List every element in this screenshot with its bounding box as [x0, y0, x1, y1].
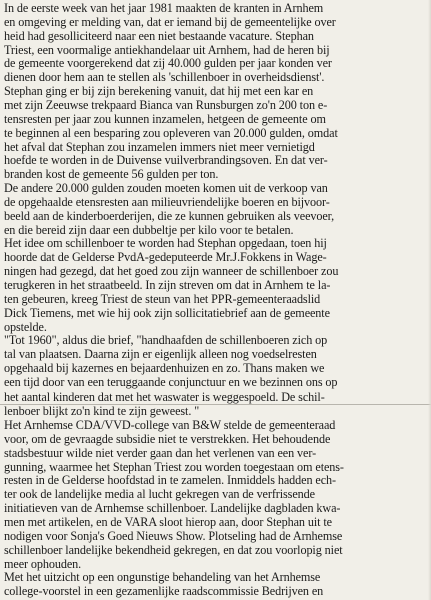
article-line: dienen door hem aan te stellen als 'schillenboer in overheidsdienst'.: [4, 70, 325, 85]
article-line: hoefde te worden in de Duivense vuilverbrandingsoven. En dat ver-: [4, 153, 328, 168]
article-line: en omgeving er melding van, dat er iemand bij de gemeentelijke over: [4, 14, 336, 29]
article-line: gunning, waarmee het Stephan Triest zou worden toegestaan om etens-: [4, 459, 344, 474]
article-line: de opgehaalde etensresten aan milieuvriendelijke boeren en bijvoor-: [4, 194, 330, 209]
article-line: college-voorstel in een gezamenlijke raadscommissie Bedrijven en: [4, 584, 324, 599]
article-line: opstelde.: [4, 319, 47, 334]
article-line: Het Arnhemse CDA/VVD-college van B&W stelde de gemeenteraad: [4, 418, 336, 432]
article-line: het aantal kinderen dat met het waswater is weggespoeld. De schil-: [4, 390, 325, 405]
article-line: en die bereid zijn daar een dubbeltje per kilo voor te betalen.: [4, 222, 294, 237]
article-line: In de eerste week van het jaar 1981 maakten de kranten in Arnhem: [4, 1, 324, 15]
article-line: de gemeente voorgerekend dat zij 40.000 gulden per jaar konden ver: [4, 56, 332, 71]
article-line: opgehaald bij kazernes en bejaardenhuizen en zo. Thans maken we: [4, 361, 325, 376]
article-line: lenboer blijkt zo'n kind te zijn geweest. ": [4, 404, 200, 419]
article-line: "Tot 1960", aldus die brief, "handhaafden de schillenboeren zich op: [4, 333, 328, 348]
article-line: men met artikelen, en de VARA sloot hierop aan, door Stephan uit te: [4, 514, 332, 529]
article-line: ten gebeuren, kreeg Triest de steun van het PPR-gemeenteraadslid: [4, 291, 321, 306]
article-line: Het idee om schillenboer te worden had Stephan opgedaan, toen hij: [4, 236, 327, 251]
article-line: heid had gesolliciteerd naar een niet bestaande vacature. Stephan: [4, 28, 314, 43]
article-line: tensresten per jaar zou kunnen inzamelen, hetgeen de gemeente om: [4, 111, 326, 126]
article-line: Stephan ging er bij zijn berekening vanuit, dat hij met een kar en: [4, 84, 314, 99]
article-line: te beginnen al een besparing zou opleveren van 20.000 gulden, omdat: [4, 125, 338, 140]
article-line: terugkeren in het straatbeeld. In zijn streven om dat in Arnhem te la-: [4, 278, 331, 292]
article-line: stadsbestuur wilde niet verder gaan dan het verlenen van een ver-: [4, 445, 317, 460]
article-line: ter ook de landelijke media al lucht gekregen van de verfrissende: [4, 487, 315, 502]
article-line: ningen had gezegd, dat het goed zou zijn wanneer de schillenboer zou: [4, 264, 339, 279]
article-line: het afval dat Stephan zou inzamelen immers niet meer vernietigd: [4, 139, 315, 154]
article-line: Triest, een voormalige antiekhandelaar uit Arnhem, had de heren bij: [4, 42, 330, 57]
article-line: resten in de Gelderse hoofdstad in te zamelen. Inmiddels hadden ech-: [4, 473, 336, 488]
article-line: nodigen voor Sonja's Goed Nieuws Show. Plotseling had de Arnhemse: [4, 528, 343, 543]
article-line: schillenboer landelijke bekendheid gekregen, en dat zou voorlopig niet: [4, 542, 343, 557]
article-line: met zijn Zeeuwse trekpaard Bianca van Runsburgen zo'n 200 ton e-: [4, 98, 328, 112]
article-line: voor, om de gevraagde subsidie niet te verstrekken. Het behoudende: [4, 431, 331, 446]
article-line: meer ophouden.: [4, 556, 82, 571]
article-line: hoorde dat de Gelderse PvdA-gedeputeerde Mr.J.Fokkens in Wage-: [4, 250, 327, 265]
article-line: branden kost de gemeente 56 gulden per ton.: [4, 167, 219, 182]
article-line: De andere 20.000 gulden zouden moeten komen uit de verkoop van: [4, 181, 328, 195]
article-line: beeld aan de kinderboerderijen, die ze kunnen gebruiken als veevoer,: [4, 208, 335, 223]
article-line: een tijd door van een teruggaande conjunctuur en we bezinnen ons op: [4, 374, 338, 389]
article-line: Dick Tiemens, met wie hij ook zijn sollicitatiebrief aan de gemeente: [4, 305, 330, 320]
article-line: initiatieven van de Arnhemse schillenboer. Landelijke dagbladen kwa-: [4, 501, 341, 516]
article-line: Met het uitzicht op een ongunstige behandeling van het Arnhemse: [4, 570, 321, 585]
article-line: tal van plaatsen. Daarna zijn er eigenlijk alleen nog voedselresten: [4, 347, 317, 362]
